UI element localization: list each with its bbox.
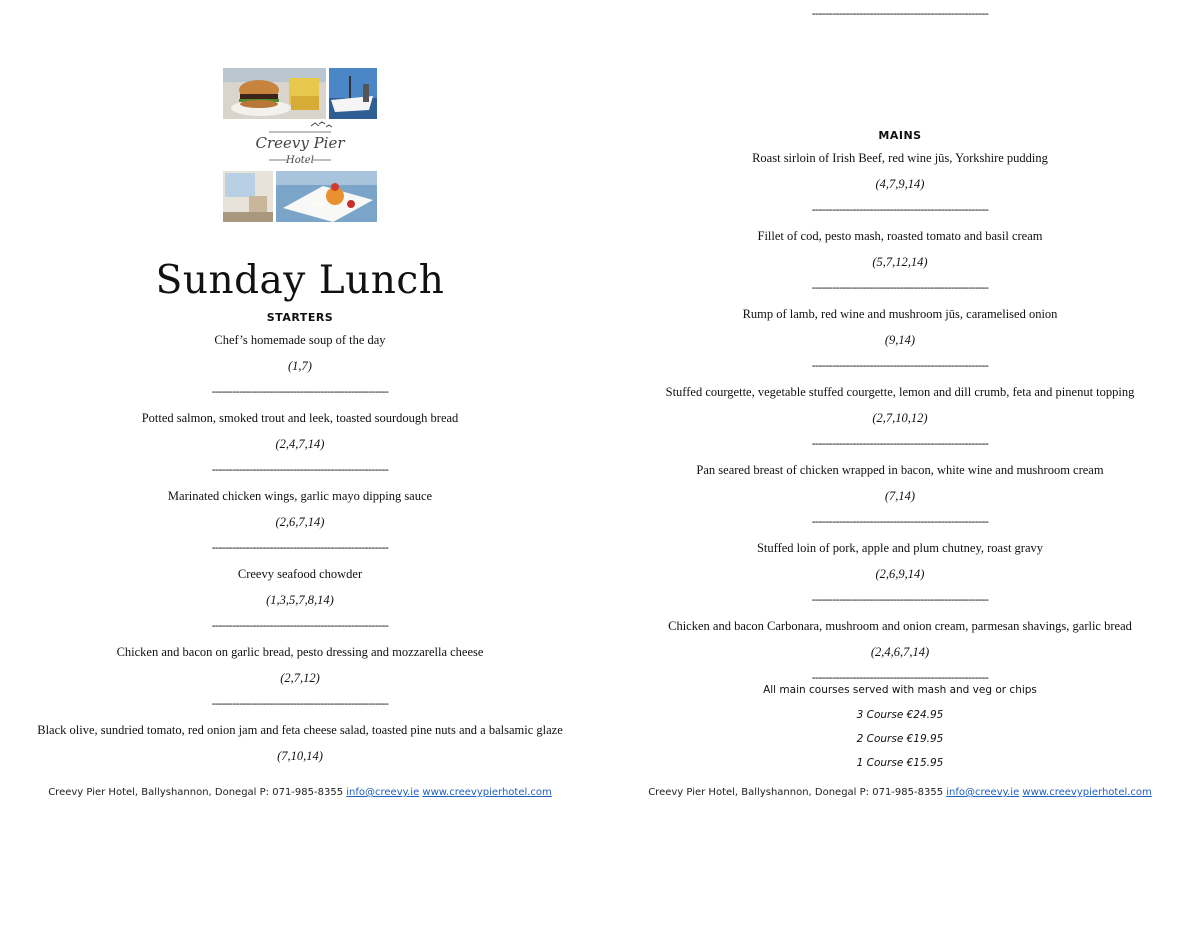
footer-website-link[interactable]: www.creevypierhotel.com — [422, 787, 552, 798]
footer-website-link[interactable]: www.creevypierhotel.com — [1022, 787, 1152, 798]
separator: ---------------------------------------------------- — [811, 438, 989, 448]
separator: ---------------------------------------------------- — [211, 620, 389, 630]
page-title: Sunday Lunch — [155, 258, 445, 303]
main-allergens-2: (5,7,12,14) — [872, 255, 928, 269]
separator: ---------------------------------------------------- — [211, 464, 389, 474]
starter-allergens-3: (2,6,7,14) — [275, 515, 325, 529]
separator: ---------------------------------------------------- — [811, 516, 989, 526]
main-item-7: Chicken and bacon Carbonara, mushroom and onion cream, parmesan shavings, garlic bread — [668, 619, 1132, 633]
price-3-course: 3 Course €24.95 — [856, 709, 944, 721]
main-item-6: Stuffed loin of pork, apple and plum chutney, roast gravy — [756, 541, 1044, 555]
svg-text:Creevy Pier: Creevy Pier — [255, 134, 345, 152]
logo-wordmark — [255, 122, 345, 166]
starter-allergens-5: (2,7,12) — [280, 671, 320, 685]
separator: ---------------------------------------------------- — [811, 360, 989, 370]
separator: ---------------------------------------------------- — [211, 698, 389, 708]
footer-address: Creevy Pier Hotel, Ballyshannon, Donegal P: 071-985-8355 — [648, 787, 947, 798]
main-allergens-5: (7,14) — [884, 489, 916, 503]
main-allergens-6: (2,6,9,14) — [875, 567, 925, 581]
main-item-2: Fillet of cod, pesto mash, roasted tomato and basil cream — [757, 229, 1043, 243]
mains-note: All main courses served with mash and veg or chips — [763, 684, 1037, 696]
dessert-photo — [276, 171, 377, 222]
top-separator: ---------------------------------------------------- — [811, 8, 989, 18]
starter-allergens-2: (2,4,7,14) — [275, 437, 325, 451]
burger-photo — [223, 68, 326, 119]
main-item-3: Rump of lamb, red wine and mushroom jūs, caramelised onion — [742, 307, 1058, 321]
price-2-course: 2 Course €19.95 — [856, 733, 944, 745]
separator: ---------------------------------------------------- — [811, 204, 989, 214]
starter-allergens-4: (1,3,5,7,8,14) — [266, 593, 334, 607]
footer-email-link[interactable]: info@creevy.ie — [946, 787, 1020, 798]
boat-photo — [329, 68, 377, 119]
separator: ---------------------------------------------------- — [811, 672, 989, 682]
main-item-5: Pan seared breast of chicken wrapped in bacon, white wine and mushroom cream — [696, 463, 1104, 477]
main-item-1: Roast sirloin of Irish Beef, red wine jūs, Yorkshire pudding — [752, 151, 1048, 165]
starter-item-6: Black olive, sundried tomato, red onion jam and feta cheese salad, toasted pine nuts and a balsamic glaze — [37, 723, 563, 737]
separator: ---------------------------------------------------- — [211, 542, 389, 552]
separator: ---------------------------------------------------- — [811, 282, 989, 292]
footer — [600, 787, 1200, 798]
starter-allergens-6: (7,10,14) — [277, 749, 323, 763]
starter-allergens-1: (1,7) — [288, 359, 312, 373]
svg-text:Hotel: Hotel — [286, 155, 314, 166]
starter-item-2: Potted salmon, smoked trout and leek, toasted sourdough bread — [141, 411, 459, 425]
starters-heading: STARTERS — [266, 311, 334, 324]
footer — [0, 787, 600, 798]
room-photo — [223, 171, 273, 222]
main-item-4: Stuffed courgette, vegetable stuffed courgette, lemon and dill crumb, feta and pinenut topping — [665, 385, 1135, 399]
starter-item-5: Chicken and bacon on garlic bread, pesto dressing and mozzarella cheese — [116, 645, 484, 659]
starter-item-4: Creevy seafood chowder — [237, 567, 363, 581]
footer-address: Creevy Pier Hotel, Ballyshannon, Donegal P: 071-985-8355 — [48, 787, 347, 798]
separator: ---------------------------------------------------- — [811, 594, 989, 604]
starter-item-1: Chef’s homemade soup of the day — [214, 333, 386, 347]
separator: ---------------------------------------------------- — [211, 386, 389, 396]
main-allergens-1: (4,7,9,14) — [875, 177, 925, 191]
main-allergens-7: (2,4,6,7,14) — [870, 645, 930, 659]
starter-item-3: Marinated chicken wings, garlic mayo dipping sauce — [167, 489, 433, 503]
right-page — [600, 0, 1200, 928]
footer-email-link[interactable]: info@creevy.ie — [346, 787, 420, 798]
main-allergens-4: (2,7,10,12) — [872, 411, 928, 425]
main-allergens-3: (9,14) — [884, 333, 916, 347]
hotel-logo — [223, 68, 377, 222]
price-1-course: 1 Course €15.95 — [856, 757, 944, 769]
mains-heading: MAINS — [878, 129, 922, 142]
